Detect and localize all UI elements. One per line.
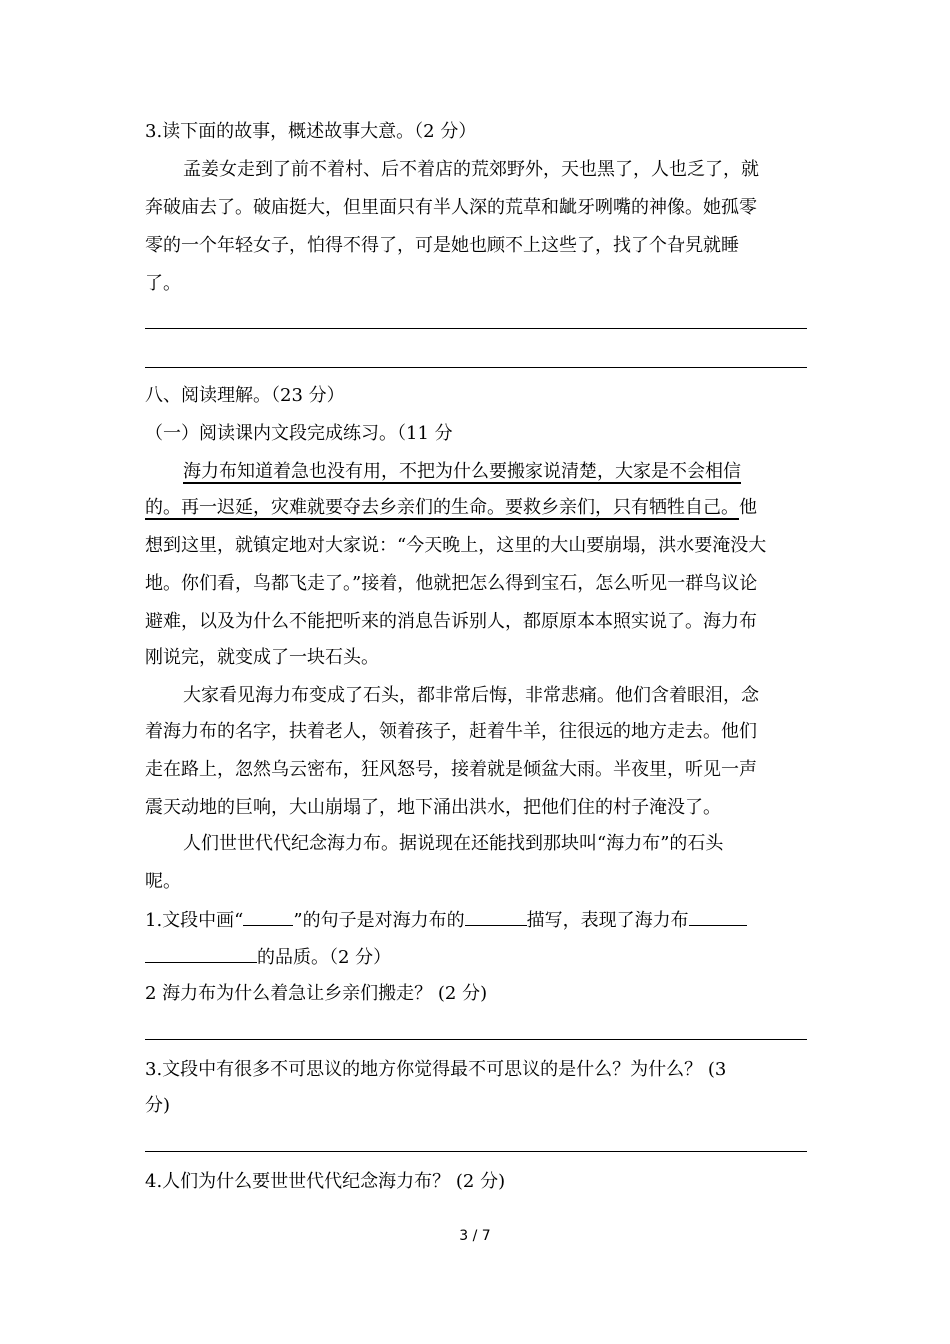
question-1-cont — [145, 944, 807, 970]
underlined-sentence-2: 的。再一迟延，灾难就要夺去乡亲们的生命。要救乡亲们，只有牺牲自己。 — [145, 497, 739, 518]
passage-line-1 — [145, 460, 807, 484]
q3-answer-line[interactable] — [145, 1151, 807, 1152]
q2-answer-line[interactable] — [145, 1039, 807, 1040]
q1-blank-1[interactable] — [243, 907, 293, 926]
passage-line-2-tail: 他 — [739, 497, 757, 518]
q1-blank-2[interactable] — [465, 907, 527, 926]
question-3: 3.文段中有很多不可思议的地方你觉得最不可思议的是什么？为什么？ (3 — [145, 1059, 727, 1080]
section-title: 八、阅读理解。（23 分） — [145, 385, 345, 406]
q1-blank-4[interactable] — [145, 944, 257, 963]
q3-prompt: 3.读下面的故事，概述故事大意。（2 分） — [145, 121, 477, 142]
story-line-1: 孟姜女走到了前不着村、后不着店的荒郊野外，天也黑了，人也乏了，就 — [183, 159, 759, 180]
question-2: 2 海力布为什么着急让乡亲们搬走？ (2 分) — [145, 983, 488, 1004]
q1-text-d: 的品质。（2 分） — [257, 947, 392, 968]
story-line-4: 了。 — [145, 273, 181, 294]
answer-line-2[interactable] — [145, 367, 807, 368]
q1-text-a: 1.文段中画“ — [145, 910, 244, 931]
question-3-cont: 分) — [145, 1095, 171, 1116]
page-number: 3 / 7 — [459, 1228, 491, 1244]
passage-line-2 — [145, 496, 807, 520]
para2-line-4: 震天动地的巨响，大山崩塌了，地下涌出洪水，把他们住的村子淹没了。 — [145, 797, 721, 818]
story-line-3: 零的一个年轻女子，怕得不得了，可是她也顾不上这些了，找了个旮旯就睡 — [145, 235, 739, 256]
q1-blank-3[interactable] — [689, 907, 747, 926]
para3-line-2: 呢。 — [145, 871, 181, 892]
story-line-2: 奔破庙去了。破庙挺大，但里面只有半人深的荒草和龇牙咧嘴的神像。她孤零 — [145, 197, 757, 218]
underlined-sentence-1: 海力布知道着急也没有用，不把为什么要搬家说清楚，大家是不会相信 — [183, 461, 741, 482]
q1-text-b: ”的句子是对海力布的 — [293, 910, 465, 931]
answer-line-1[interactable] — [145, 328, 807, 329]
para3-line-1: 人们世世代代纪念海力布。据说现在还能找到那块叫“海力布”的石头 — [183, 833, 724, 854]
passage-line-6: 刚说完，就变成了一块石头。 — [145, 647, 379, 668]
passage-line-5: 避难，以及为什么不能把听来的消息告诉别人，都原原本本照实说了。海力布 — [145, 611, 757, 632]
question-1 — [145, 907, 807, 933]
para2-line-3: 走在路上，忽然乌云密布，狂风怒号，接着就是倾盆大雨。半夜里，听见一声 — [145, 759, 757, 780]
para2-line-1: 大家看见海力布变成了石头，都非常后悔，非常悲痛。他们含着眼泪，念 — [183, 685, 759, 706]
passage-line-4: 地。你们看，鸟都飞走了。”接着，他就把怎么得到宝石，怎么听见一群鸟议论 — [145, 573, 758, 594]
part-title: （一）阅读课内文段完成练习。（11 分 — [145, 423, 453, 444]
para2-line-2: 着海力布的名字，扶着老人，领着孩子，赶着牛羊，往很远的地方走去。他们 — [145, 721, 757, 742]
question-4: 4.人们为什么要世世代代纪念海力布？ (2 分) — [145, 1171, 506, 1192]
q1-text-c: 描写，表现了海力布 — [526, 910, 689, 931]
passage-line-3: 想到这里，就镇定地对大家说：“今天晚上，这里的大山要崩塌，洪水要淹没大 — [145, 535, 767, 556]
